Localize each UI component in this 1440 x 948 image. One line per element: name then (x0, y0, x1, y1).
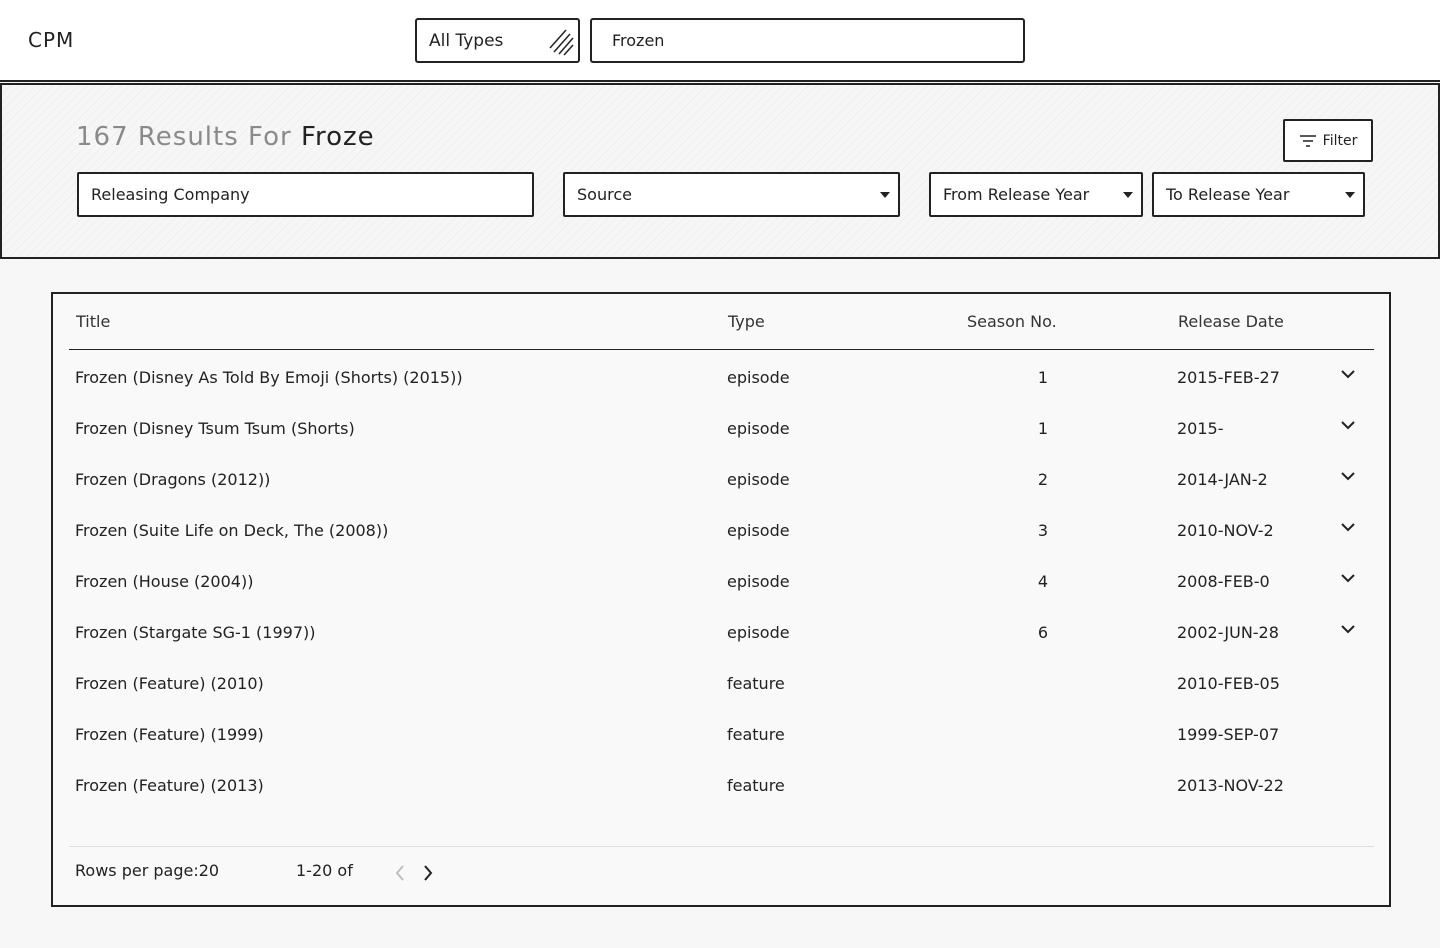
row-title: Frozen (House (2004)) (75, 572, 254, 591)
filter-button[interactable] (1283, 119, 1373, 162)
row-release-date: 2010-NOV-2 (1177, 521, 1274, 540)
chevron-down-icon[interactable] (1341, 369, 1355, 379)
column-header-title[interactable]: Title (76, 312, 111, 331)
chevron-down-icon[interactable] (1341, 471, 1355, 481)
results-search-term: Froze (300, 122, 375, 152)
row-release-date: 2010-FEB-05 (1177, 674, 1280, 693)
results-heading (76, 122, 375, 152)
row-title: Frozen (Feature) (2010) (75, 674, 264, 693)
chevron-down-icon (1123, 192, 1133, 198)
row-release-date: 2013-NOV-22 (1177, 776, 1284, 795)
filter-button-label: Filter (1322, 132, 1358, 149)
header-divider (69, 349, 1374, 350)
app-logo[interactable]: CPM (28, 28, 75, 52)
header-divider (0, 80, 1440, 82)
table-row[interactable] (53, 352, 1389, 403)
releasing-company-input[interactable] (77, 172, 534, 217)
row-season: 6 (1037, 623, 1049, 642)
row-release-date: 1999-SEP-07 (1177, 725, 1280, 744)
row-release-date: 2015- (1177, 419, 1224, 438)
column-header-type[interactable]: Type (728, 312, 765, 331)
table-row[interactable] (53, 505, 1389, 556)
row-type: episode (727, 521, 790, 540)
footer-divider (69, 846, 1374, 847)
row-season: 1 (1037, 368, 1049, 387)
row-title: Frozen (Feature) (1999) (75, 725, 264, 744)
chevron-down-icon[interactable] (1341, 624, 1355, 634)
row-title: Frozen (Disney As Told By Emoji (Shorts) (2015)) (75, 368, 463, 387)
column-header-season[interactable]: Season No. (967, 312, 1057, 331)
type-select[interactable] (415, 18, 580, 63)
row-type: feature (727, 674, 785, 693)
to-release-year-select[interactable] (1152, 172, 1365, 217)
from-release-year-placeholder: From Release Year (943, 185, 1090, 204)
table-row[interactable] (53, 556, 1389, 607)
row-season: 3 (1037, 521, 1049, 540)
row-title: Frozen (Feature) (2013) (75, 776, 264, 795)
chevron-down-icon[interactable] (1341, 420, 1355, 430)
column-header-release-date[interactable]: Release Date (1178, 312, 1284, 331)
table-row[interactable] (53, 403, 1389, 454)
row-release-date: 2015-FEB-27 (1177, 368, 1280, 387)
row-title: Frozen (Suite Life on Deck, The (2008)) (75, 521, 389, 540)
search-input[interactable] (590, 18, 1025, 63)
results-count-text: 167 Results For (76, 122, 292, 152)
filter-panel (0, 83, 1440, 259)
pagination-range: 1-20 of (296, 861, 353, 880)
table-row[interactable] (53, 658, 1389, 709)
table-row[interactable] (53, 454, 1389, 505)
row-season: 1 (1037, 419, 1049, 438)
row-season: 4 (1037, 572, 1049, 591)
row-type: episode (727, 623, 790, 642)
row-title: Frozen (Disney Tsum Tsum (Shorts) (75, 419, 355, 438)
row-type: episode (727, 470, 790, 489)
row-season: 2 (1037, 470, 1049, 489)
chevron-down-icon[interactable] (1341, 573, 1355, 583)
row-type: episode (727, 419, 790, 438)
table-row[interactable] (53, 709, 1389, 760)
chevron-left-icon[interactable] (393, 864, 407, 882)
table-row[interactable] (53, 760, 1389, 811)
type-select-value: All Types (429, 30, 504, 51)
rows-per-page-select[interactable]: Rows per page:20 (75, 861, 220, 880)
chevron-down-icon (1345, 192, 1355, 198)
app-header (0, 0, 1440, 80)
source-placeholder: Source (577, 185, 632, 204)
row-title: Frozen (Stargate SG-1 (1997)) (75, 623, 316, 642)
to-release-year-placeholder: To Release Year (1166, 185, 1290, 204)
row-release-date: 2002-JUN-28 (1177, 623, 1279, 642)
chevron-down-icon (880, 192, 890, 198)
filter-icon (1299, 134, 1317, 148)
row-release-date: 2008-FEB-0 (1177, 572, 1270, 591)
chevron-down-icon[interactable] (1341, 522, 1355, 532)
row-type: episode (727, 368, 790, 387)
from-release-year-select[interactable] (929, 172, 1143, 217)
row-type: feature (727, 776, 785, 795)
row-type: episode (727, 572, 790, 591)
releasing-company-placeholder: Releasing Company (91, 185, 250, 204)
chevron-right-icon[interactable] (421, 864, 435, 882)
hatch-pattern-icon (548, 26, 574, 56)
results-table (51, 292, 1391, 907)
row-release-date: 2014-JAN-2 (1177, 470, 1268, 489)
source-select[interactable] (563, 172, 900, 217)
row-title: Frozen (Dragons (2012)) (75, 470, 271, 489)
table-row[interactable] (53, 607, 1389, 658)
row-type: feature (727, 725, 785, 744)
